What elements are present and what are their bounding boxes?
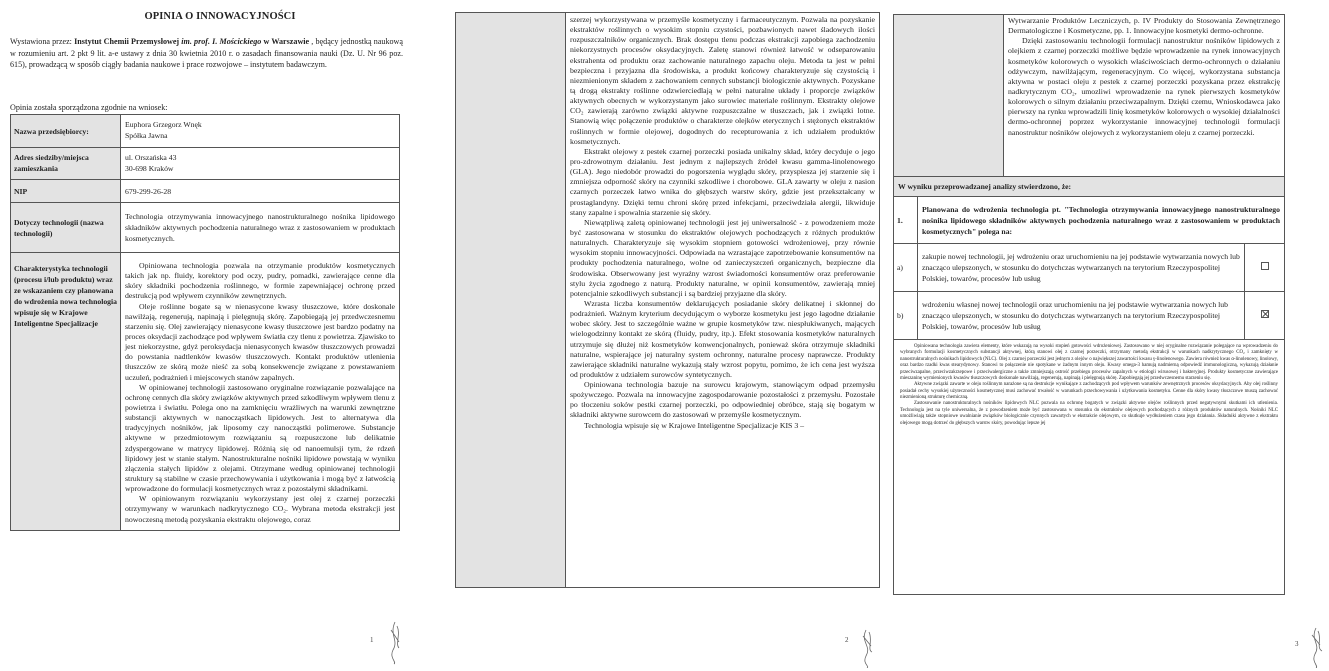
- characteristics-table-cont: [455, 12, 880, 588]
- row-value: [121, 115, 400, 148]
- paragraph: W opiniowanej technologii zastosowano oryginalne rozwiązanie pozwalające na ochronę cennych dla skóry związków aktywnych przed szkodliwym wpływem tlenu z powietrza i światłu. Polega ono na zamknięciu wrażliwych na warunki zewnętrzne substancji aktywnych w nanocząstkach lipidowych. Jest to alternatywa dla tradycyjnych nośników, jak liposomy czy nanocząstki polimerowe. Substancje aktywne w przedmiotowym rozwiązaniu są rozpuszczone lub delikatnie zdyspergowane w matrycy lipidowej. Różnią się od nanoemulsji tym, że rdzeń lipidowy jest w stanie stałym. Nanostrukturalne nośniki lipidowe powstają w wyniku złączenia stałych lipidów z olejami. Otrzymane według opiniowanej technologii struktury są stabilne w czasie przechowywania i użytkowania i mogą być z łatwością wprowadzone do formulacji kosmetycznych wraz z pozostałymi składnikami.: [125, 382, 395, 494]
- row-label: Dotyczy technologii (nazwa technologii): [11, 203, 121, 253]
- characteristics-text: [566, 13, 880, 588]
- page-number: 2: [845, 636, 849, 644]
- document-page-1: [0, 0, 440, 671]
- nip-value: 679-299-26-28: [121, 180, 400, 203]
- checkbox-checked[interactable]: [1261, 310, 1269, 318]
- characteristics-text: [121, 253, 400, 531]
- paragraph: Niewątpliwą zaletą opiniowanej technologii jest jej uniwersalność - z powodzeniem może być zastosowana w stosunku do ekstraktów olejowych pochodzących z różnych produktów naturalnych. Charakteryzuje się wysokim stopniem gotowości wdrożeniowej, przy równie wysokim stopniu innowacyjności. Odpowiada na wzrastające zapotrzebowanie konsumentów na produkty pochodzenia naturalnego, wolne od zanieczyszczeń organicznych, bezpieczne dla środowiska. Obserwowany jest wyraźny wzrost świadomości konsumentów oraz preferowanie stylu życia zgodnego z naturą. Produkty naturalne, w opinii konsumentów, zawierają mniej potencjalnie szkodliwych substancji i są bardziej przyjazne dla skóry.: [570, 217, 875, 298]
- paragraph: Dzięki zastosowaniu technologii formulacji nanostruktur nośników lipidowych z olejkiem z czarnej porzeczki możliwe będzie wprowadzenie na rynek innowacyjnych kosmetyków kolorowych o wysokich właściwościach dermo-ochronnych o działaniu odżywczym, nawilżającym, regeneracyjnym. Co więcej, wykorzystana substancja aktywna w postaci oleju z pestek z czarnej porzeczki pozyskana przez ekstrakcję nadkrytycznym CO₂, umozliwi wprowadzenie na rynek pierwszych kosmetyków kolorowych o silnym działaniu przeciwzapalnym. Dzięki czemu, Wnioskodawca jako pierwszy na rynku wprowadzili linię kosmetyków kolorowych o wysokiej działalności dermo-ochronnej poprzez wykorzystanie innowacyjnej technologii formulacji nanostruktur nośników olejowych z wykorzystaniem oleju z czarnej porzeczki.: [1008, 36, 1280, 137]
- analysis-table: [893, 176, 1285, 595]
- option-row: [894, 244, 1285, 292]
- paragraph: Oleje roślinne bogate są w nienasycone kwasy tłuszczowe, które doskonale nawilżają, regenerują, napinają i pielęgnują skórę. Zapobiegają jej przedwczesnemu starzeniu się. Olej zawierający nienasycone kwasy tłuszczowe jest bardzo podatny na proces oksydacji zachodzące pod wpływem światła czy tlenu z powietrza. Zjawisko to jest niekorzystne, gdyż peroksydacja nienasyconych kwasów tłuszczowych prowadzi do powstania nadtlenków kwasów tłuszczowych. Kontakt produktów utlenienia tłuszczów ze skórą może nieść za sobą konsekwencje związane z powstawaniem uczuleń, podrażnień i miejscowych stanów zapalnych.: [125, 301, 395, 382]
- institute-patron: im. prof. I. Mościckiego: [179, 37, 262, 46]
- signature-icon: [385, 620, 405, 665]
- signature-icon: [858, 628, 878, 668]
- table-row: [894, 340, 1285, 595]
- table-row: [11, 253, 400, 531]
- company-name: Euphora Grzegorz Wnęk: [125, 120, 202, 129]
- option-letter: b): [894, 292, 918, 340]
- intro-paragraph: [10, 36, 403, 71]
- row-label: NIP: [11, 180, 121, 203]
- row-label-empty: [894, 15, 1004, 177]
- table-row: [894, 197, 1285, 244]
- analysis-header: W wyniku przeprowadzanej analizy stwierdzono, że:: [894, 177, 1285, 197]
- intro-prefix: Wystawiona przez:: [10, 37, 75, 46]
- table-row: [894, 15, 1285, 177]
- address-street: ul. Orszańska 43: [125, 153, 177, 162]
- paragraph: Opiniowana technologia pozwala na otrzymanie produktów kosmetycznych takich jak np. fluidy, korektory pod oczy, pudry, pomadki, zawierające cenne dla skóry składniki pochodzenia roślinnego, w formie zapewniającej ochronę przed destrukcją pod wpływem czynników zewnętrznych.: [125, 261, 395, 301]
- row-label-empty: [456, 13, 566, 588]
- paragraph: Wzrasta liczba konsumentów deklarujących posiadanie skóry delikatnej i skłonnej do podrażnień. Ważnym kryterium decydującym o wyborze kosmetyku jest jego łagodne działanie wobec skóry. Jest to szczególnie ważne w grupie kosmetyków tzw. niespłukiwanych, mających wielogodzinny kontakt ze skórą (fluidy, pudry, itp.). Efekt stosowania kosmetyków naturalnych utrzymuje się dłużej niż kosmetyków konwencjonalnych, ponieważ skóra otrzymuje składniki naturalne, wspierające jej naturalny system ochronny, naturalne procesy naprawcze. Produkty zawierające składniki naturalne wykazują stały wzrost popytu, pomimo, że ich cena jest wyższa od produktów z udziałem surowców syntetycznych.: [570, 298, 875, 379]
- paragraph: Zastosowanie nanostrukturalnych nośników lipidowych NLC pozwala na ochronę bogatych w związki aktywne olejów roślinnych przed negatywnymi skutkami ich utlenienia. Technologia jest na tyle uniwersalna, że z powodzeniem może być zastosowana w stosunku do ekstraktów olejowych pochodzących z różnych produktów naturalnych. Nośniki NLC umożliwiają także stopniowe uwalnianie związków biologicznie czynnych zawartych w ekstrakcie olejowym, co skutkuje wydłużeniem czasu jego działania. Składniki aktywne z ekstraktu olejowego mogą dotrzeć do głębszych warstw skóry, powodując lepsze jej: [900, 401, 1278, 426]
- document-page-3: [890, 0, 1329, 671]
- row-label: Nazwa przedsiębiorcy:: [11, 115, 121, 148]
- checkbox-unchecked[interactable]: [1261, 262, 1269, 270]
- option-checkbox-cell: [1245, 244, 1285, 292]
- item-number: 1.: [894, 197, 918, 244]
- table-row: [456, 13, 880, 588]
- institute-city: w Warszawie: [261, 37, 310, 46]
- row-label: Adres siedziby/miejsca zamieszkania: [11, 148, 121, 180]
- characteristics-table-end: [893, 14, 1285, 177]
- option-text: wdrożeniu własnej nowej technologii oraz uruchomieniu na jej podstawie wytwarzania nowych lub znacząco ulepszonych, w stosunku do dotychczas wytwarzanych na terytorium Rzeczypospolitej Polskiej, towarów, procesów lub usług: [918, 292, 1245, 340]
- conclusion-text: [894, 340, 1285, 595]
- option-letter: a): [894, 244, 918, 292]
- signature-icon: [1307, 626, 1327, 668]
- paragraph: szerzej wykorzystywana w przemyśle kosmetyczny i farmaceutycznym. Pozwala na pozyskanie ekstraktów roślinnych o wysokim stopniu czystości, pozbawionych nawet śladowych ilości rozpuszczalników organicznych. Brak dostępu tlenu podczas ekstrakcji zapobiega zachodzeniu niekorzystnych procesów oksydacyjnych. Zaletę stanowi również łatwość w odseparowaniu ekstrahenta od produktu oraz zachowanie naturalnego zapachu oleju. Metoda ta jest w pełni bezpieczna i przyjazna dla środowiska, a produkt końcowy charakteryzuje się czystością i niezmienionym składem z zachowaniem cennych substancji biologicznie aktywnych. Pozyskane tą drogą ekstrakty roślinne odzwierciedlają w pełni naturalne układy i proporcje związków aktywnych obecnych w wykorzystanym jako surowiec materiale roślinnym. Ekstrakty olejowe CO₂ zawierają zarówno związki aktywne rozpuszczalne w tłuszczach, jak i związki lotne. Stanowią więc połączenie produktów o charakterze olejków eterycznych i stężonych ekstraktów roślinnych w formie olejowej, dogodnych do recepturowania z ich udziałem produktów kosmetycznych.: [570, 15, 875, 146]
- paragraph: Wytwarzanie Produktów Leczniczych, p. IV Produkty do Stosowania Zewnętrznego Dermatologiczne i Kosmetyczne, pp. 1. Innowacyjne kosmetyki dermo-ochronne.: [1008, 16, 1280, 36]
- table-row: [11, 203, 400, 253]
- page-title: OPINIA O INNOWACYJNOŚCI: [144, 11, 296, 22]
- table-row: [894, 177, 1285, 197]
- option-row: [894, 292, 1285, 340]
- item-text: Planowana do wdrożenia technologia pt. "Technologia otrzymywania innowacyjnego nanostrukturalnego nośnika lipidowego składników aktywnych pochodzenia naturalnego wraz z zastosowaniem w produktach kosmetycznych" polega na:: [918, 197, 1285, 244]
- paragraph: W opiniowanym rozwiązaniu wykorzystany jest olej z czarnej porzeczki otrzymywany w warunkach nadkrytycznego CO₂. Wybrana metoda ekstrakcji jest nowoczesną metodą pozyskania ekstraktu olejowego, coraz: [125, 494, 395, 524]
- characteristics-text: [1004, 15, 1285, 177]
- paragraph: Ekstrakt olejowy z pestek czarnej porzeczki posiada unikalny skład, który decyduje o jego pro-zdrowotnym działaniu. Jest jednym z najlepszych źródeł kwasu gamma-linolenowego (GLA). Jego niedobór prowadzi do pogorszenia wyglądu skóry, przyspiesza jej starzenie się i zmniejsza odporność skóry na czynniki szkodliwe i chorobowe. GLA zawarty w oleju z nasion czarnych porzeczek łatwo wnika do głębszych warstw skóry, gdzie jest przekształcany w prostaglandyny. Dzięki temu chroni skórę przed infekcjami, przeciwdziała alergii, likwiduje stany zapalne i spowalnia starzenie się skóry.: [570, 146, 875, 217]
- page-number: 1: [370, 636, 374, 644]
- option-text: zakupie nowej technologii, jej wdrożeniu oraz uruchomieniu na jej podstawie wytwarzania nowych lub znacząco ulepszonych, w stosunku do dotychczas wytwarzanych na terytorium Rzeczypospolitej Polskiej, towarów, procesów lub usług: [918, 244, 1245, 292]
- applicant-table: [10, 114, 400, 531]
- intro-rest: , będący jednostką naukową w rozumieniu art. 2 pkt 9 lit. a-e ustawy z dnia 30 kwietnia 2010 r. o zasadach finansowania nauki (Dz. U. Nr 96 poz. 615), prowadzącą w sposób ciągły badania naukowe i prace rozwojowe – instytutem badawczym.: [10, 37, 403, 70]
- paragraph: Technologia wpisuje się w Krajowe Inteligentne Specjalizacje KIS 3 –: [584, 420, 805, 430]
- table-row: [11, 115, 400, 148]
- company-form: Spółka Jawna: [125, 131, 168, 140]
- table-row: [11, 180, 400, 203]
- paragraph: Aktywne związki zawarte w oleju roślinnym narażone są na destrukcje wynikające z zachodzących pod wpływem warunków zewnętrznych procesów oksydacyjnych. Aby olej roślinny posiadał cechy wysokiej użyteczności kosmetycznej musi zachować trwałość w warunkach przechowywania i użytkowania kosmetyku. Cenne dla skóry kwasy tłuszczowe muszą zachować niezmienioną strukturę chemiczną.: [900, 382, 1278, 400]
- table-row: [11, 148, 400, 180]
- technology-name: Technologia otrzymywania innowacyjnego nanostrukturalnego nośnika lipidowego składników aktywnych pochodzenia naturalnego wraz z zastosowaniem w produktach kosmetycznych.: [121, 203, 400, 253]
- paragraph: Opiniowana technologia zawiera elementy, które wskazują na wysoki stopień gotowości wdrożeniowej. Zastosowano w niej oryginalne rozwiązanie polegające na wprowadzeniu do wybranych formulacji kosmetycznych substancji aktywnej, którą stanowi olej z czarnej porzeczki, otrzymany metodą ekstrakcji w warunkach nadkrytycznego CO₂ i zamknięty w nanostrukturalnych nośnikach lipidowych (NLC). Olej z czarnej porzeczki jest jednym z olejów o największej zawartości kwasu γ-linolenowego. Zawiera również kwas α-linolenowy, linolowy, oraz bardzo rzadki kwas stearydynowy. Stanowi to połączenie nie spotykane w żadnym innym oleju. Kwasy omega-3 hamują nadmierną odpowiedź immunologiczną, wykazują działanie przeciwzapalne, przeciwzakrzepowe i przeciwalergiczne a także zmniejszają ostrość przebiegu procesów zapalnych w etiologii wirusowej i bakteryjnej. Produkty kosmetyczne zawierające mieszaninę wymienionych kwasów tłuszczowych doskonale nawilżają, regenerują, napinają i pielęgnują skórę. Zapobiegają jej przedwczesnemu starzeniu się.: [900, 344, 1278, 381]
- row-label: Charakterystyka technologii (procesu i/lub produktu) wraz ze wskazaniem czy planowana do wdrożenia nowa technologia wpisuje się w Krajowe Inteligentne Specjalizacje: [11, 253, 121, 531]
- row-value: [121, 148, 400, 180]
- page-number: 3: [1295, 640, 1299, 648]
- document-page-2: [440, 0, 890, 671]
- option-checkbox-cell: [1245, 292, 1285, 340]
- request-line: Opinia została sporządzona zgodnie na wniosek:: [10, 103, 168, 112]
- address-city: 30-698 Kraków: [125, 164, 174, 173]
- paragraph: Opiniowana technologia bazuje na surowcu krajowym, stanowiącym odpad przemysłu spożywczego. Pozwala na innowacyjne zagospodarowanie pozostałości z przemysłu. Pozostałe po tłoczeniu soków pestki czarnej porzeczki, po odpowiedniej obróbce, stają się bogatym w składniki aktywne surowcem do zastosowań w przemyśle kosmetycznym.: [570, 380, 875, 420]
- institute-name: Instytut Chemii Przemysłowej: [74, 37, 180, 46]
